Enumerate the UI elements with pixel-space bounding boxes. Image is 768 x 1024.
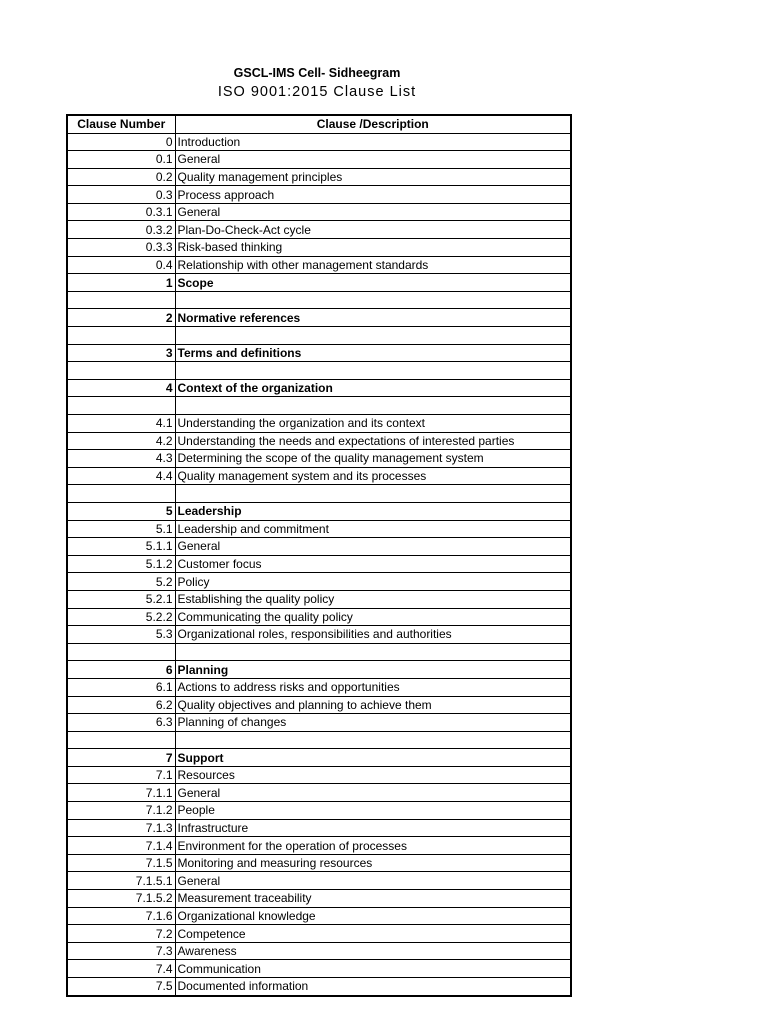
clause-number: 0.3 — [67, 186, 175, 204]
clause-description: Infrastructure — [175, 819, 571, 837]
table-row — [67, 942, 571, 960]
clause-description: Documented information — [175, 978, 571, 996]
table-row — [67, 555, 571, 573]
clause-description: Process approach — [175, 186, 571, 204]
clause-number: 4.3 — [67, 450, 175, 468]
spacer-row — [67, 397, 571, 415]
clause-number: 7.1.3 — [67, 819, 175, 837]
spacer-cell — [175, 362, 571, 380]
table-row — [67, 502, 571, 520]
table-row — [67, 766, 571, 784]
clause-description: Competence — [175, 925, 571, 943]
clause-number: 0.4 — [67, 256, 175, 274]
table-row — [67, 274, 571, 292]
clause-description: Organizational knowledge — [175, 907, 571, 925]
clause-number: 7.3 — [67, 942, 175, 960]
spacer-cell — [67, 731, 175, 749]
spacer-row — [67, 731, 571, 749]
clause-number: 5.3 — [67, 626, 175, 644]
spacer-cell — [67, 362, 175, 380]
clause-number: 5.1 — [67, 520, 175, 538]
clause-description: Quality management principles — [175, 168, 571, 186]
table-row — [67, 802, 571, 820]
clause-number: 0.2 — [67, 168, 175, 186]
spacer-row — [67, 643, 571, 661]
clause-number: 5.1.2 — [67, 555, 175, 573]
table-row — [67, 379, 571, 397]
spacer-cell — [67, 397, 175, 415]
spacer-cell — [175, 643, 571, 661]
clause-number: 0.3.1 — [67, 203, 175, 221]
spacer-cell — [175, 731, 571, 749]
clause-number: 3 — [67, 344, 175, 362]
clause-description: Leadership — [175, 502, 571, 520]
clause-number: 0.1 — [67, 151, 175, 169]
clause-number: 4.1 — [67, 415, 175, 433]
table-row — [67, 133, 571, 151]
clause-number: 7.1.5.1 — [67, 872, 175, 890]
table-row — [67, 520, 571, 538]
spacer-cell — [175, 485, 571, 503]
clause-description: Establishing the quality policy — [175, 590, 571, 608]
clause-description: Understanding the organization and its context — [175, 415, 571, 433]
clause-description: General — [175, 203, 571, 221]
table-row — [67, 256, 571, 274]
clause-description: Leadership and commitment — [175, 520, 571, 538]
table-row — [67, 784, 571, 802]
clause-description: Resources — [175, 766, 571, 784]
document-title: GSCL-IMS Cell- Sidheegram — [233, 66, 401, 80]
clause-description: Awareness — [175, 942, 571, 960]
clause-number: 6 — [67, 661, 175, 679]
spacer-cell — [175, 397, 571, 415]
clause-number: 7.2 — [67, 925, 175, 943]
clause-description: Relationship with other management standards — [175, 256, 571, 274]
table-row — [67, 590, 571, 608]
spacer-cell — [67, 291, 175, 309]
table-row — [67, 432, 571, 450]
table-header — [67, 115, 571, 133]
clause-number: 0 — [67, 133, 175, 151]
clause-description: Organizational roles, responsibilities and authorities — [175, 626, 571, 644]
table-row — [67, 819, 571, 837]
clause-number: 7.1.4 — [67, 837, 175, 855]
clause-description: Quality objectives and planning to achieve them — [175, 696, 571, 714]
table-row — [67, 749, 571, 767]
clause-number: 5 — [67, 502, 175, 520]
table-row — [67, 415, 571, 433]
clause-number: 7.1.6 — [67, 907, 175, 925]
clause-number: 0.3.3 — [67, 239, 175, 257]
clause-description: Introduction — [175, 133, 571, 151]
table-row — [67, 168, 571, 186]
header-row — [67, 115, 571, 133]
clause-description: General — [175, 784, 571, 802]
clause-number: 7.5 — [67, 978, 175, 996]
clause-number: 7.1.2 — [67, 802, 175, 820]
clause-number: 7.1 — [67, 766, 175, 784]
table-row — [67, 467, 571, 485]
clause-description: Risk-based thinking — [175, 239, 571, 257]
clause-description: Terms and definitions — [175, 344, 571, 362]
clause-number: 5.1.1 — [67, 538, 175, 556]
clause-number: 1 — [67, 274, 175, 292]
clause-number: 7.1.1 — [67, 784, 175, 802]
clause-number: 5.2 — [67, 573, 175, 591]
clause-number: 7.4 — [67, 960, 175, 978]
table-row — [67, 151, 571, 169]
clause-number: 4 — [67, 379, 175, 397]
clause-description: Actions to address risks and opportunities — [175, 678, 571, 696]
clause-description: General — [175, 151, 571, 169]
table-row — [67, 714, 571, 732]
clause-description: General — [175, 872, 571, 890]
document-subtitle: ISO 9001:2015 Clause List — [217, 84, 417, 100]
spacer-row — [67, 291, 571, 309]
table-row — [67, 239, 571, 257]
clause-table — [66, 114, 572, 997]
clause-description: Determining the scope of the quality management system — [175, 450, 571, 468]
table-row — [67, 450, 571, 468]
table-row — [67, 186, 571, 204]
clause-number: 5.2.2 — [67, 608, 175, 626]
spacer-cell — [175, 291, 571, 309]
table-row — [67, 678, 571, 696]
table-row — [67, 203, 571, 221]
clause-description: Planning of changes — [175, 714, 571, 732]
table-row — [67, 837, 571, 855]
clause-number: 4.2 — [67, 432, 175, 450]
header-clause-number: Clause Number — [67, 115, 175, 133]
table-row — [67, 344, 571, 362]
clause-number: 2 — [67, 309, 175, 327]
clause-number: 6.1 — [67, 678, 175, 696]
clause-description: Environment for the operation of processes — [175, 837, 571, 855]
table-row — [67, 854, 571, 872]
clause-number: 6.3 — [67, 714, 175, 732]
spacer-row — [67, 327, 571, 345]
clause-description: Quality management system and its processes — [175, 467, 571, 485]
table-row — [67, 925, 571, 943]
clause-description: Context of the organization — [175, 379, 571, 397]
clause-description: Communicating the quality policy — [175, 608, 571, 626]
clause-description: Understanding the needs and expectations of interested parties — [175, 432, 571, 450]
table-row — [67, 538, 571, 556]
spacer-row — [67, 362, 571, 380]
clause-number: 4.4 — [67, 467, 175, 485]
clause-description: General — [175, 538, 571, 556]
table-row — [67, 960, 571, 978]
clause-number: 7.1.5 — [67, 854, 175, 872]
table-row — [67, 872, 571, 890]
table-row — [67, 608, 571, 626]
clause-description: Communication — [175, 960, 571, 978]
clause-number: 0.3.2 — [67, 221, 175, 239]
clause-description: Scope — [175, 274, 571, 292]
table-row — [67, 573, 571, 591]
table-row — [67, 661, 571, 679]
table-row — [67, 696, 571, 714]
clause-description: Policy — [175, 573, 571, 591]
table-row — [67, 978, 571, 996]
table-row — [67, 309, 571, 327]
table-row — [67, 890, 571, 908]
clause-description: Normative references — [175, 309, 571, 327]
table-row — [67, 221, 571, 239]
clause-description: Support — [175, 749, 571, 767]
spacer-cell — [67, 485, 175, 503]
header-clause-description: Clause /Description — [175, 115, 571, 133]
clause-description: Monitoring and measuring resources — [175, 854, 571, 872]
spacer-cell — [175, 327, 571, 345]
spacer-cell — [67, 327, 175, 345]
clause-number: 7.1.5.2 — [67, 890, 175, 908]
table-row — [67, 626, 571, 644]
clause-description: Planning — [175, 661, 571, 679]
clause-description: Measurement traceability — [175, 890, 571, 908]
table-row — [67, 907, 571, 925]
clause-number: 7 — [67, 749, 175, 767]
clause-number: 5.2.1 — [67, 590, 175, 608]
clause-number: 6.2 — [67, 696, 175, 714]
table-body — [67, 133, 571, 996]
spacer-row — [67, 485, 571, 503]
clause-description: Customer focus — [175, 555, 571, 573]
spacer-cell — [67, 643, 175, 661]
clause-description: Plan-Do-Check-Act cycle — [175, 221, 571, 239]
clause-description: People — [175, 802, 571, 820]
